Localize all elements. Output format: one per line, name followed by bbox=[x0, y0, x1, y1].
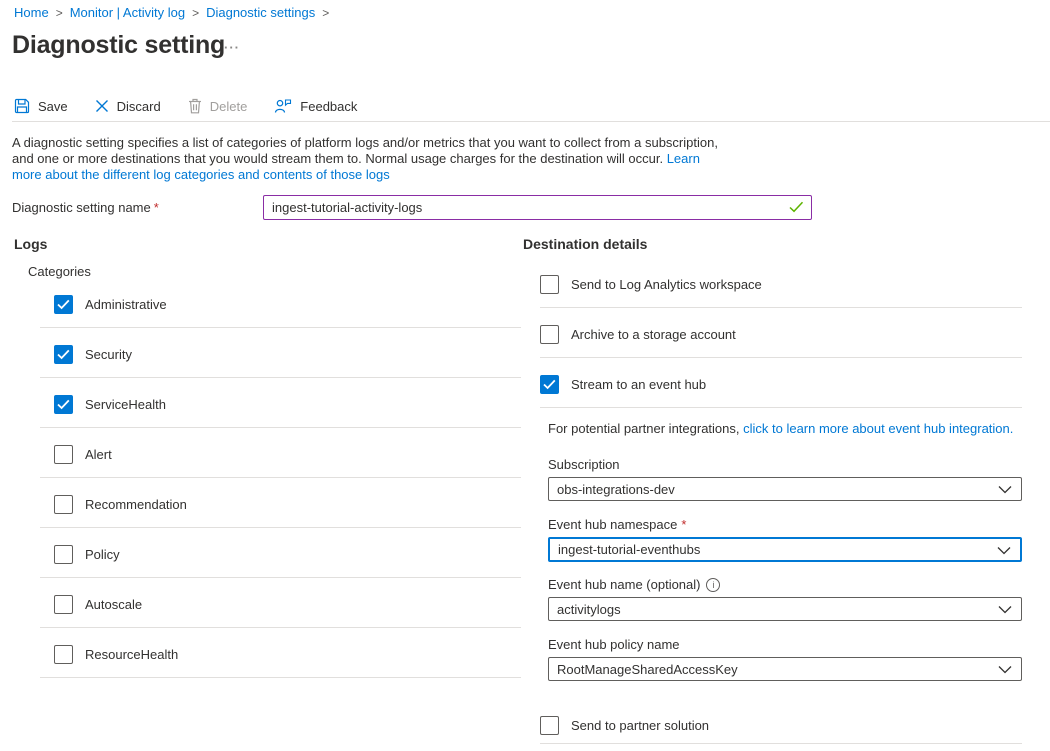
row-divider bbox=[40, 477, 521, 478]
info-icon[interactable]: i bbox=[706, 578, 720, 592]
checkbox-box bbox=[54, 295, 73, 314]
event-hub-name-label bbox=[548, 577, 720, 592]
checkmark-icon bbox=[57, 299, 70, 310]
field-label-text: Event hub namespace bbox=[548, 517, 678, 532]
category-row bbox=[40, 436, 521, 486]
checkbox-box bbox=[54, 645, 73, 664]
row-divider bbox=[540, 307, 1022, 308]
checkbox-send-to-log-analytics[interactable] bbox=[540, 275, 762, 294]
category-row bbox=[40, 386, 521, 436]
log-categories-list bbox=[40, 286, 521, 686]
checkbox-servicehealth[interactable] bbox=[54, 395, 166, 414]
learn-more-link[interactable]: Learn more about the different log categories and contents of those logs bbox=[12, 151, 700, 182]
feedback-button[interactable] bbox=[274, 98, 357, 114]
required-asterisk: * bbox=[153, 200, 159, 215]
destination-details-heading: Destination details bbox=[523, 236, 648, 252]
checkbox-stream-to-event-hub[interactable] bbox=[540, 375, 706, 394]
breadcrumb bbox=[14, 5, 329, 20]
valid-green-checkmark-icon bbox=[789, 201, 804, 213]
breadcrumb-monitor-activity-log[interactable]: Monitor | Activity log bbox=[69, 5, 186, 20]
event-hub-namespace-label bbox=[548, 517, 686, 532]
checkbox-label: Recommendation bbox=[85, 497, 187, 512]
row-divider bbox=[540, 407, 1022, 408]
row-divider bbox=[540, 743, 1022, 744]
page-description bbox=[12, 135, 728, 183]
checkmark-icon bbox=[543, 379, 556, 390]
event-hub-policy-name-dropdown[interactable] bbox=[548, 657, 1022, 681]
categories-subheading: Categories bbox=[28, 264, 91, 279]
category-row bbox=[40, 286, 521, 336]
chevron-down-icon bbox=[998, 482, 1012, 497]
checkbox-policy[interactable] bbox=[54, 545, 120, 564]
row-divider bbox=[40, 627, 521, 628]
diagnostic-setting-name-label bbox=[12, 200, 159, 215]
discard-button-label: Discard bbox=[116, 98, 161, 114]
checkbox-label: Send to partner solution bbox=[571, 718, 710, 733]
destination-options-list bbox=[540, 266, 1022, 416]
save-button[interactable] bbox=[14, 98, 68, 114]
checkbox-label: Policy bbox=[85, 547, 120, 562]
checkbox-label: Stream to an event hub bbox=[571, 377, 707, 392]
checkbox-box bbox=[540, 275, 559, 294]
context-menu-ellipsis-icon[interactable]: ··· bbox=[224, 40, 240, 55]
logs-heading: Logs bbox=[14, 236, 48, 252]
checkbox-label: Alert bbox=[85, 447, 112, 462]
row-divider bbox=[40, 527, 521, 528]
subscription-dropdown[interactable] bbox=[548, 477, 1022, 501]
event-hub-integration-link[interactable]: click to learn more about event hub integration. bbox=[743, 421, 1014, 436]
checkbox-box bbox=[540, 375, 559, 394]
checkmark-icon bbox=[57, 399, 70, 410]
category-row bbox=[40, 486, 521, 536]
dropdown-value: obs-integrations-dev bbox=[557, 481, 675, 497]
destination-row bbox=[540, 366, 1022, 416]
checkbox-label: ResourceHealth bbox=[85, 647, 179, 662]
checkbox-administrative[interactable] bbox=[54, 295, 167, 314]
checkbox-send-to-partner-solution[interactable] bbox=[540, 716, 709, 735]
dropdown-value: RootManageSharedAccessKey bbox=[557, 661, 738, 677]
checkbox-resourcehealth[interactable] bbox=[54, 645, 178, 664]
checkbox-box bbox=[54, 595, 73, 614]
checkbox-label: Security bbox=[85, 347, 132, 362]
checkbox-label: Send to Log Analytics workspace bbox=[571, 277, 762, 292]
row-divider bbox=[40, 427, 521, 428]
chevron-down-icon bbox=[998, 662, 1012, 677]
row-divider bbox=[40, 377, 521, 378]
breadcrumb-separator-icon: > bbox=[322, 5, 330, 20]
checkbox-box bbox=[54, 345, 73, 364]
save-icon bbox=[14, 98, 30, 114]
row-divider bbox=[40, 677, 521, 678]
field-label-text: Subscription bbox=[548, 457, 620, 472]
destination-row bbox=[540, 316, 1022, 366]
dropdown-value: ingest-tutorial-eventhubs bbox=[558, 542, 701, 557]
breadcrumb-home[interactable]: Home bbox=[14, 5, 49, 20]
destination-row bbox=[540, 266, 1022, 316]
checkbox-label: Archive to a storage account bbox=[571, 327, 736, 342]
breadcrumb-separator-icon: > bbox=[55, 5, 63, 20]
dropdown-value: activitylogs bbox=[557, 601, 621, 617]
category-row bbox=[40, 586, 521, 636]
chevron-down-icon bbox=[997, 542, 1011, 557]
partner-integration-note bbox=[548, 420, 1028, 437]
field-label-text: Event hub name (optional) bbox=[548, 577, 701, 592]
delete-button-label: Delete bbox=[209, 98, 248, 114]
toolbar-divider bbox=[12, 121, 1050, 122]
checkbox-box bbox=[540, 325, 559, 344]
checkmark-icon bbox=[57, 349, 70, 360]
name-label-text: Diagnostic setting name bbox=[12, 200, 151, 215]
feedback-button-label: Feedback bbox=[300, 98, 358, 114]
checkbox-box bbox=[54, 545, 73, 564]
row-divider bbox=[40, 577, 521, 578]
description-text: A diagnostic setting specifies a list of categories of platform logs and/or metrics that you want to collect from a subscription, and one or more destinations that you would stream them to. Normal usage charges for the destination will occur. bbox=[12, 135, 718, 166]
save-button-label: Save bbox=[38, 98, 68, 114]
checkbox-autoscale[interactable] bbox=[54, 595, 142, 614]
partner-note-text: For potential partner integrations, bbox=[548, 421, 744, 436]
event-hub-name-dropdown[interactable] bbox=[548, 597, 1022, 621]
field-label-text: Event hub policy name bbox=[548, 637, 680, 652]
page-title: Diagnostic setting bbox=[12, 31, 226, 59]
subscription-label bbox=[548, 457, 620, 472]
checkbox-box bbox=[54, 395, 73, 414]
checkbox-box bbox=[54, 495, 73, 514]
checkbox-label: ServiceHealth bbox=[85, 397, 166, 412]
checkbox-alert[interactable] bbox=[54, 445, 112, 464]
discard-x-icon bbox=[95, 99, 109, 113]
checkbox-security[interactable] bbox=[54, 345, 132, 364]
discard-button[interactable] bbox=[95, 99, 161, 114]
category-row bbox=[40, 636, 521, 686]
checkbox-box bbox=[540, 716, 559, 735]
event-hub-policy-name-label bbox=[548, 637, 680, 652]
checkbox-box bbox=[54, 445, 73, 464]
checkbox-archive-to-storage[interactable] bbox=[540, 325, 736, 344]
command-bar bbox=[14, 93, 357, 119]
diagnostic-setting-name-input[interactable] bbox=[263, 195, 812, 220]
trash-icon bbox=[188, 98, 202, 114]
breadcrumb-separator-icon: > bbox=[192, 5, 200, 20]
category-row bbox=[40, 336, 521, 386]
required-asterisk: * bbox=[681, 517, 687, 532]
row-divider bbox=[540, 357, 1022, 358]
breadcrumb-diagnostic-settings[interactable]: Diagnostic settings bbox=[206, 5, 316, 20]
delete-button[interactable] bbox=[188, 98, 248, 114]
checkbox-label: Administrative bbox=[85, 297, 167, 312]
checkbox-label: Autoscale bbox=[85, 597, 143, 612]
feedback-icon bbox=[274, 98, 292, 114]
row-divider bbox=[40, 327, 521, 328]
chevron-down-icon bbox=[998, 602, 1012, 617]
event-hub-namespace-dropdown[interactable] bbox=[548, 537, 1022, 562]
category-row bbox=[40, 536, 521, 586]
checkbox-recommendation[interactable] bbox=[54, 495, 187, 514]
